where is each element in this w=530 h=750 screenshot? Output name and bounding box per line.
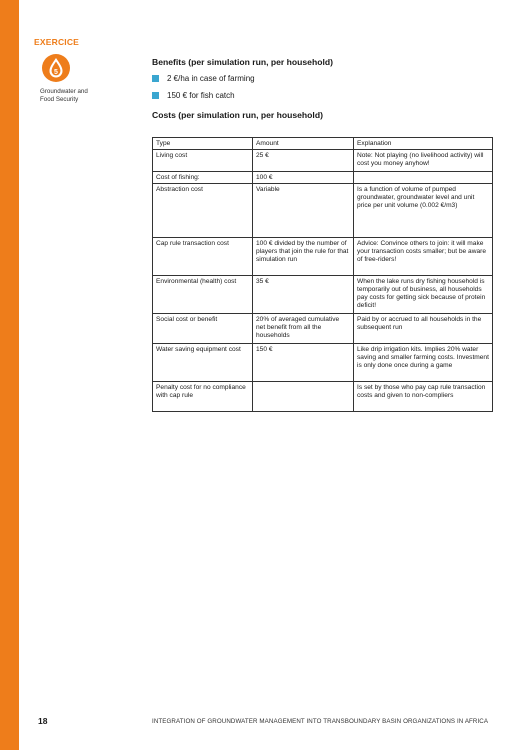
module-caption-line2: Food Security — [40, 96, 79, 104]
table-row — [153, 150, 493, 172]
cell-explanation: Is set by those who pay cap rule transaction costs and given to non-compliers — [354, 382, 493, 412]
cell-explanation: Paid by or accrued to all households in the subsequent run — [354, 314, 493, 344]
cell-type: Cost of fishing: — [153, 172, 253, 184]
page-number: 18 — [38, 716, 48, 726]
cell-type: Water saving equipment cost — [153, 344, 253, 382]
orange-side-bar — [0, 0, 19, 750]
module-caption-line1: Groundwater and — [40, 88, 88, 95]
exercise-label: EXERCICE — [34, 37, 80, 47]
cell-amount — [253, 382, 354, 412]
cell-explanation: When the lake runs dry fishing household is temporarily out of business, all households pay costs for getting sick because of protein deficit! — [354, 276, 493, 314]
module-number: 5 — [54, 69, 58, 76]
module-caption — [40, 88, 88, 105]
square-bullet-icon — [152, 75, 159, 82]
cell-amount: 25 € — [253, 150, 354, 172]
column-header-type: Type — [153, 138, 253, 150]
table-row — [153, 344, 493, 382]
table-row — [153, 276, 493, 314]
cell-explanation: Is a function of volume of pumped groundwater, groundwater level and unit price per unit volume (0.002 €/m3) — [354, 184, 493, 238]
benefits-list — [152, 70, 255, 104]
cell-amount: 20% of averaged cumulative net benefit from all the households — [253, 314, 354, 344]
cell-amount: 100 € divided by the number of players that join the rule for that simulation run — [253, 238, 354, 276]
cell-type: Living cost — [153, 150, 253, 172]
cell-explanation: Like drip irrigation kits. Implies 20% water saving and smaller farming costs. Investment is only done once during a game — [354, 344, 493, 382]
cell-amount: 150 € — [253, 344, 354, 382]
column-header-amount: Amount — [253, 138, 354, 150]
footer-title: INTEGRATION OF GROUNDWATER MANAGEMENT INTO TRANSBOUNDARY BASIN ORGANIZATIONS IN AFRICA — [152, 718, 489, 725]
cell-type: Cap rule transaction cost — [153, 238, 253, 276]
table-row — [153, 314, 493, 344]
list-item — [152, 87, 255, 104]
cell-explanation — [354, 172, 493, 184]
cell-type: Penalty cost for no compliance with cap rule — [153, 382, 253, 412]
water-drop-icon — [41, 53, 71, 83]
cell-explanation: Note: Not playing (no livelihood activity) will cost you money anyhow! — [354, 150, 493, 172]
table-row — [153, 238, 493, 276]
list-item — [152, 70, 255, 87]
table-row — [153, 382, 493, 412]
cell-amount: 100 € — [253, 172, 354, 184]
costs-table — [152, 137, 493, 412]
table-row — [153, 172, 493, 184]
cell-type: Abstraction cost — [153, 184, 253, 238]
cell-type: Social cost or benefit — [153, 314, 253, 344]
cell-type: Environmental (health) cost — [153, 276, 253, 314]
table-header-row — [153, 138, 493, 150]
benefits-heading: Benefits (per simulation run, per household) — [152, 57, 333, 67]
square-bullet-icon — [152, 92, 159, 99]
column-header-explanation: Explanation — [354, 138, 493, 150]
benefit-text: 2 €/ha in case of farming — [167, 74, 255, 83]
table-row — [153, 184, 493, 238]
benefit-text: 150 € for fish catch — [167, 91, 235, 100]
cell-amount: Variable — [253, 184, 354, 238]
costs-heading: Costs (per simulation run, per household) — [152, 110, 323, 120]
cell-explanation: Advice: Convince others to join: it will make your transaction costs smaller; but be aware of free-riders! — [354, 238, 493, 276]
cell-amount: 35 € — [253, 276, 354, 314]
